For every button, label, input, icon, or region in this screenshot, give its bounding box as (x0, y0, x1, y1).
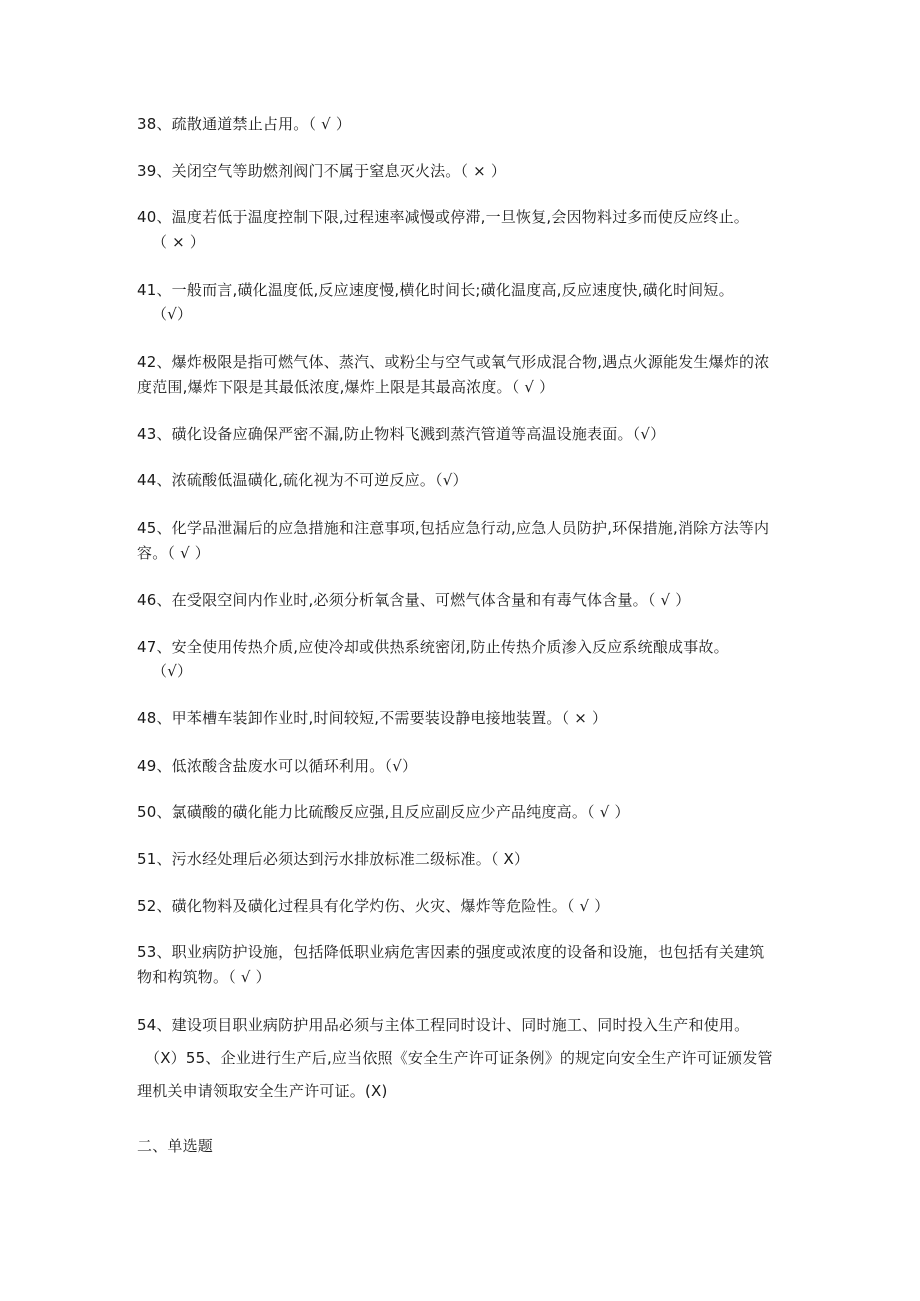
question-54: 54、建设项目职业病防护用品必须与主体工程同时设计、同时施工、同时投入生产和使用。 (137, 1016, 750, 1034)
question-53-continuation: 物和构筑物。（ √ ） (137, 968, 271, 986)
question-51: 51、污水经处理后必须达到污水排放标准二级标准。（ X） (137, 850, 530, 868)
question-54-continuation: 理机关申请领取安全生产许可证。(X) (137, 1082, 388, 1100)
question-42: 42、爆炸极限是指可燃气体、蒸汽、或粉尘与空气或氧气形成混合物,遇点火源能发生爆炸的浓 (137, 353, 770, 371)
question-50: 50、氯磺酸的磺化能力比硫酸反应强,且反应副反应少产品纯度高。（ √ ） (137, 803, 630, 821)
question-47: 47、安全使用传热介质,应使冷却或供热系统密闭,防止传热介质渗入反应系统酿成事故。 (137, 638, 729, 656)
question-54-continuation: （X）55、企业进行生产后,应当依照《安全生产许可证条例》的规定向安全生产许可证颁发管 (145, 1049, 773, 1067)
question-39: 39、关闭空气等助燃剂阀门不属于窒息灭火法。（ × ） (137, 162, 507, 180)
question-45-continuation: 容。（ √ ） (137, 544, 210, 562)
question-38: 38、疏散通道禁止占用。（ √ ） (137, 115, 352, 133)
question-41: 41、一般而言,磺化温度低,反应速度慢,横化时间长;磺化温度高,反应速度快,磺化时间短。 (137, 281, 734, 299)
question-52: 52、磺化物料及磺化过程具有化学灼伤、火灾、爆炸等危险性。（ √ ） (137, 897, 610, 915)
question-47-continuation: （√） (152, 662, 193, 680)
question-40-continuation: （ × ） (152, 233, 206, 251)
section-heading: 二、单选题 (137, 1137, 214, 1155)
question-48: 48、甲苯槽车装卸作业时,时间较短,不需要装设静电接地装置。（ × ） (137, 709, 608, 727)
question-45: 45、化学品泄漏后的应急措施和注意事项,包括应急行动,应急人员防护,环保措施,消除方法等内 (137, 519, 770, 537)
question-40: 40、温度若低于温度控制下限,过程速率减慢或停滞,一旦恢复,会因物料过多而使反应终止。 (137, 208, 749, 226)
question-49: 49、低浓酸含盐废水可以循环利用。（√） (137, 757, 418, 775)
question-46: 46、在受限空间内作业时,必须分析氧含量、可燃气体含量和有毒气体含量。（ √ ） (137, 591, 691, 609)
question-44: 44、浓硫酸低温磺化,硫化视为不可逆反应。（√） (137, 471, 468, 489)
question-42-continuation: 度范围,爆炸下限是其最低浓度,爆炸上限是其最高浓度。（ √ ） (137, 378, 555, 396)
question-53: 53、职业病防护设施，包括降低职业病危害因素的强度或浓度的设备和设施，也包括有关建筑 (137, 943, 765, 961)
question-41-continuation: （√） (152, 305, 193, 323)
question-43: 43、磺化设备应确保严密不漏,防止物料飞溅到蒸汽管道等高温设施表面。（√） (137, 425, 666, 443)
